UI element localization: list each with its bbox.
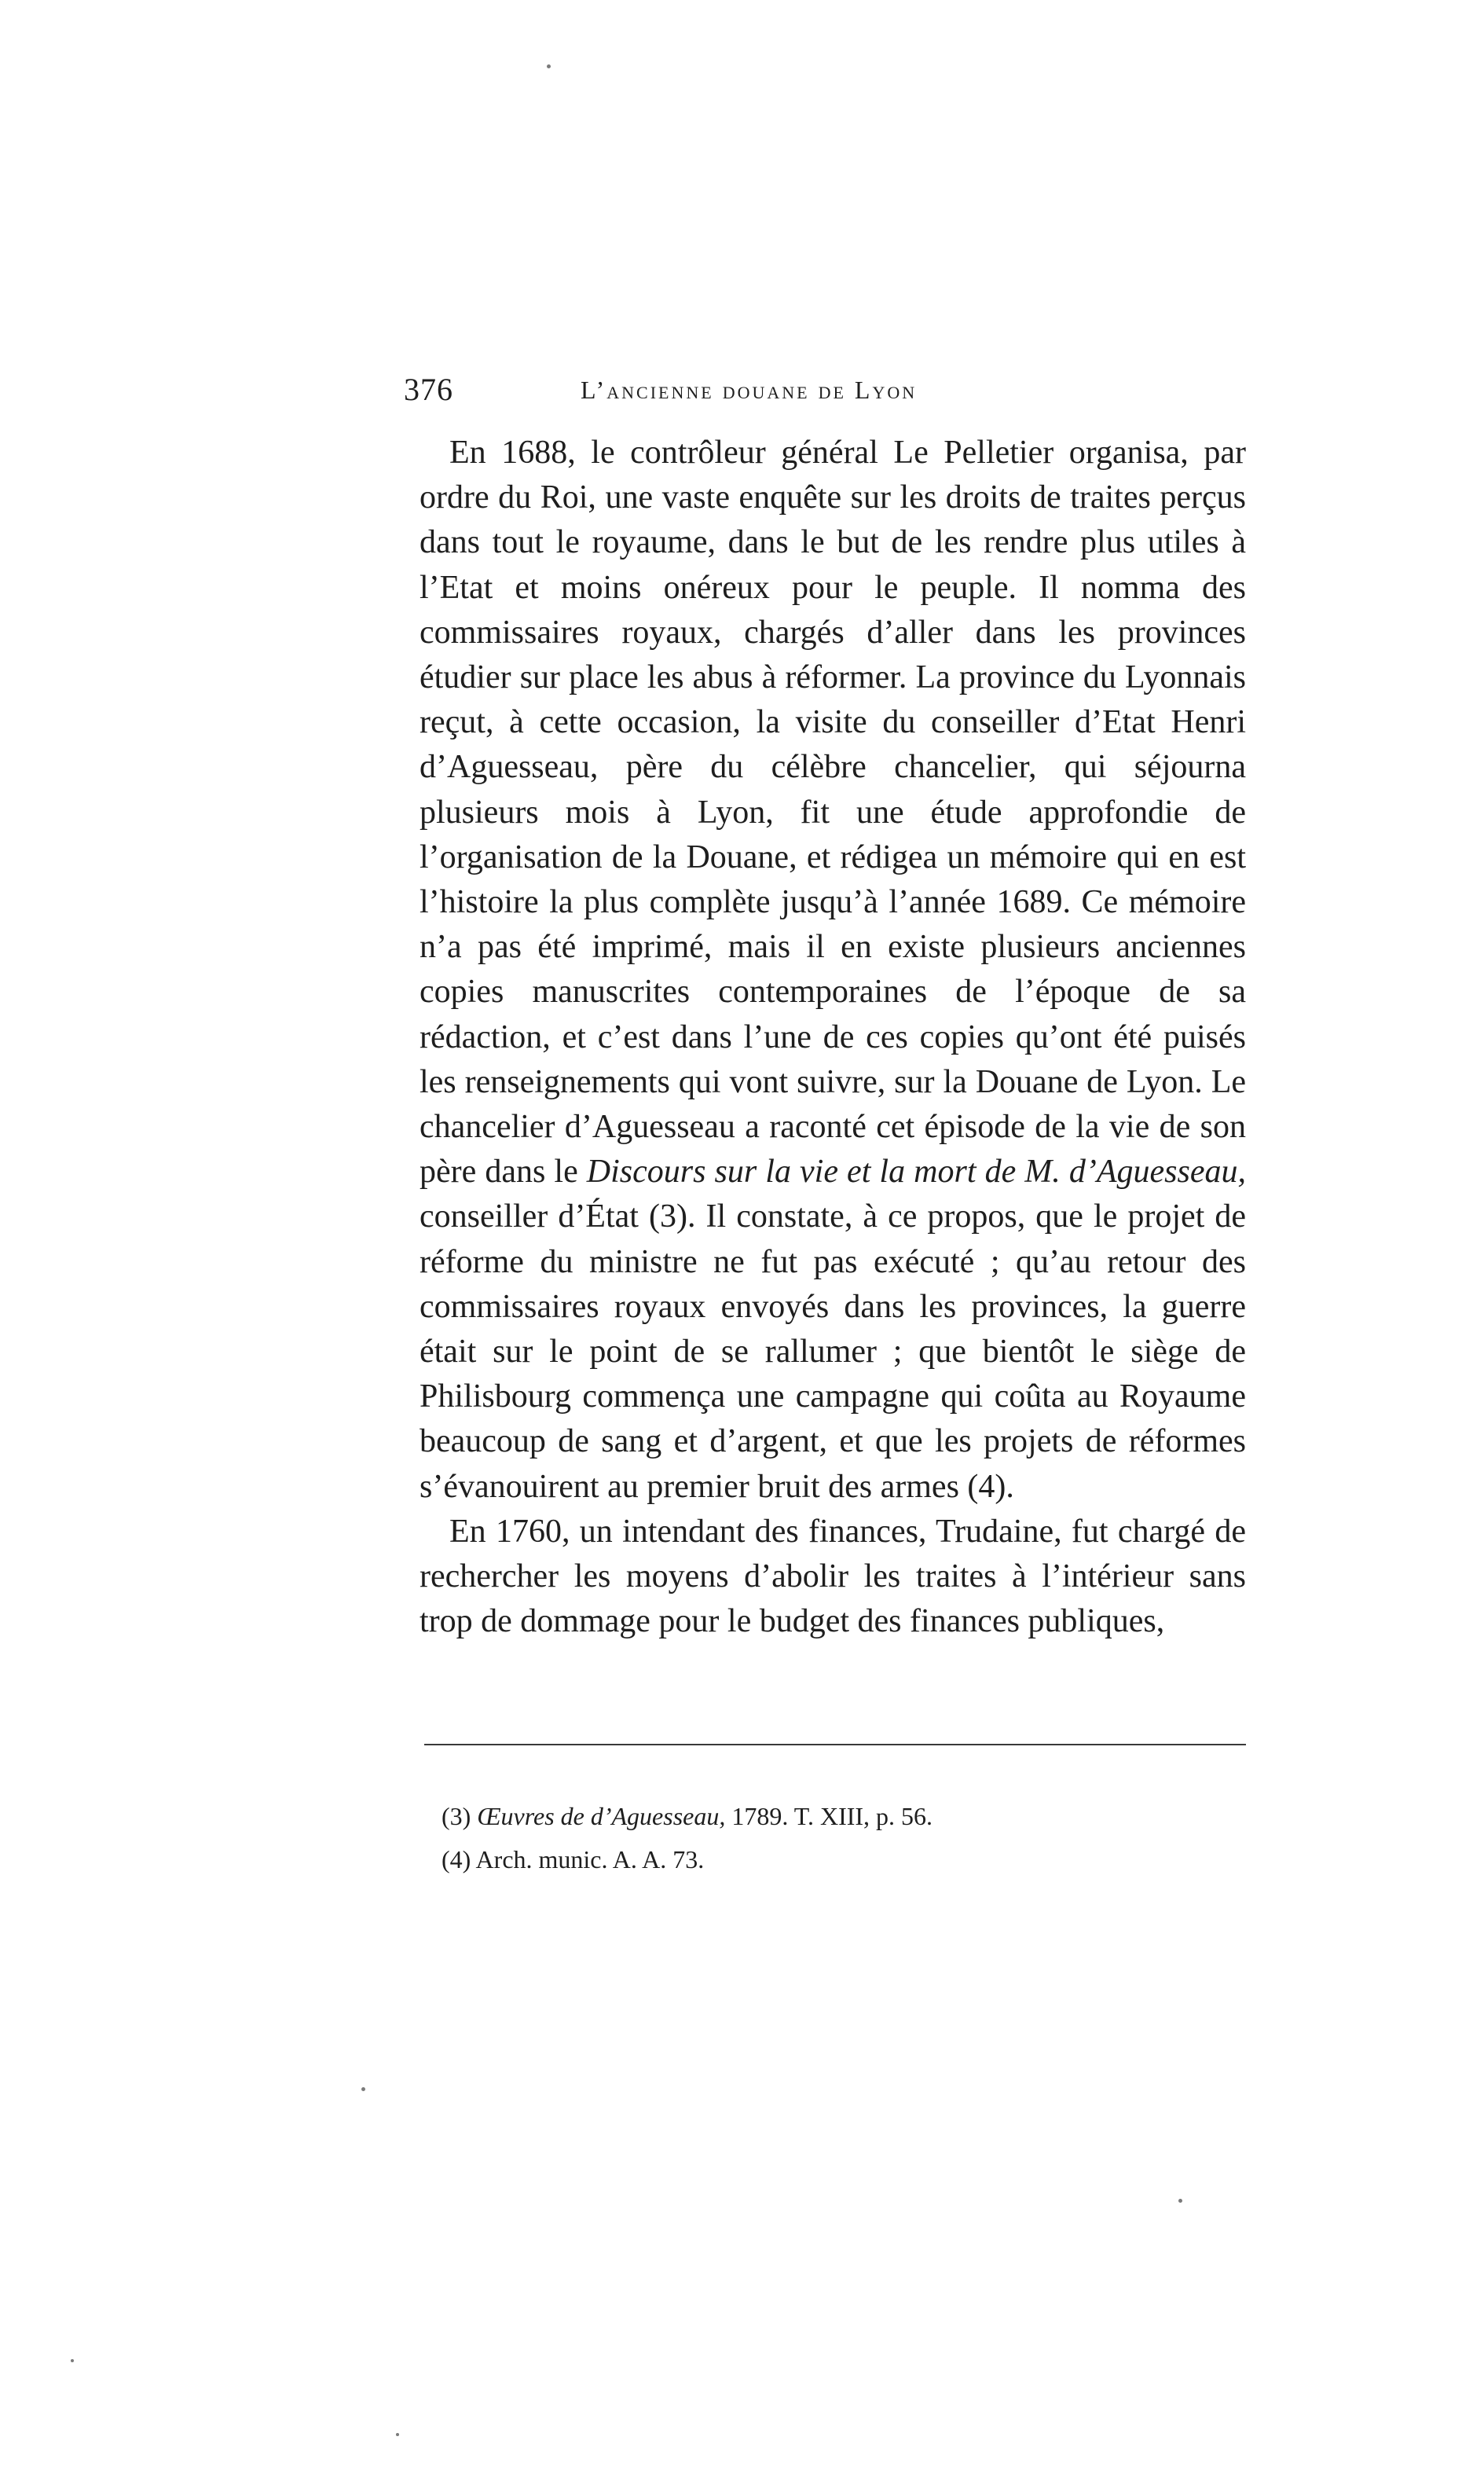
text-segment: En 1688, le contrôleur général Le Pelletier organisa, par ordre du Roi, une vaste enquête sur les droits de traites perçus dans tout le royaume, dans le but de les rendre plus utiles à l’Etat et moins onéreux pour le peuple. Il nomma des commissaires royaux, chargés d’aller dans les provinces étudier sur place les abus à réformer. La province du Lyonnais reçut, à cette occasion, la visite du conseiller d’Etat Henri d’Aguesseau, père du célèbre chancelier, qui séjourna plusieurs mois à Lyon, fit une étude approfondie de l’organisation de la Douane, et rédigea un mémoire qui en est l’histoire la plus complète jusqu’à l’année 1689. Ce mémoire n’a pas été imprimé, mais il en existe plusieurs anciennes copies manuscrites contemporaines de l’époque de sa rédaction, et c’est dans l’une de ces copies qu’ont été puisés les renseignements qui vont suivre, sur la Douane de Lyon. Le chancelier d’Aguesseau a raconté cet épisode de la vie de son père dans le	[420, 435, 1246, 1191]
footnote-text: (4) Arch. munic. A. A. 73.	[442, 1845, 705, 1873]
running-title: L’ancienne douane de Lyon	[581, 376, 918, 404]
footnote-3	[442, 1795, 1227, 1838]
footnote-4	[442, 1838, 1227, 1881]
italic-title: Discours sur la vie et la mort de M. d’Aguesseau,	[586, 1154, 1246, 1191]
footnote-rule	[424, 1744, 1246, 1745]
paper-speck	[396, 2433, 399, 2436]
paragraph	[420, 1510, 1246, 1645]
paragraph	[420, 431, 1246, 1510]
text-segment: conseiller d’État (3). Il constate, à ce propos, que le projet de réforme du ministre ne fut pas exécuté ; qu’au retour des commissaires royaux envoyés dans les provinces, la guerre était sur le point de se rallumer ; que bientôt le siège de Philisbourg commença une campagne qui coûta au Royaume beaucoup de sang et d’argent, et que les projets de réformes s’évanouirent au premier bruit des armes (4).	[420, 1198, 1246, 1505]
paper-speck	[547, 64, 551, 68]
text-segment: En 1760, un intendant des finances, Trudaine, fut chargé de rechercher les moyens d’abolir les traites à l’intérieur sans trop de dommage pour le budget des finances publiques,	[420, 1513, 1246, 1640]
paper-speck	[71, 2359, 74, 2362]
footnote-text: 1789. T. XIII, p. 56.	[725, 1802, 933, 1830]
footnotes	[442, 1795, 1227, 1881]
footnote-text: (3)	[442, 1802, 478, 1830]
footnote-italic-title: Œuvres de d’Aguesseau,	[477, 1802, 726, 1830]
body-text	[420, 431, 1246, 1644]
paper-speck	[1178, 2199, 1182, 2203]
paper-speck	[361, 2087, 365, 2091]
page-number: 376	[404, 372, 453, 407]
running-head	[404, 368, 1244, 412]
